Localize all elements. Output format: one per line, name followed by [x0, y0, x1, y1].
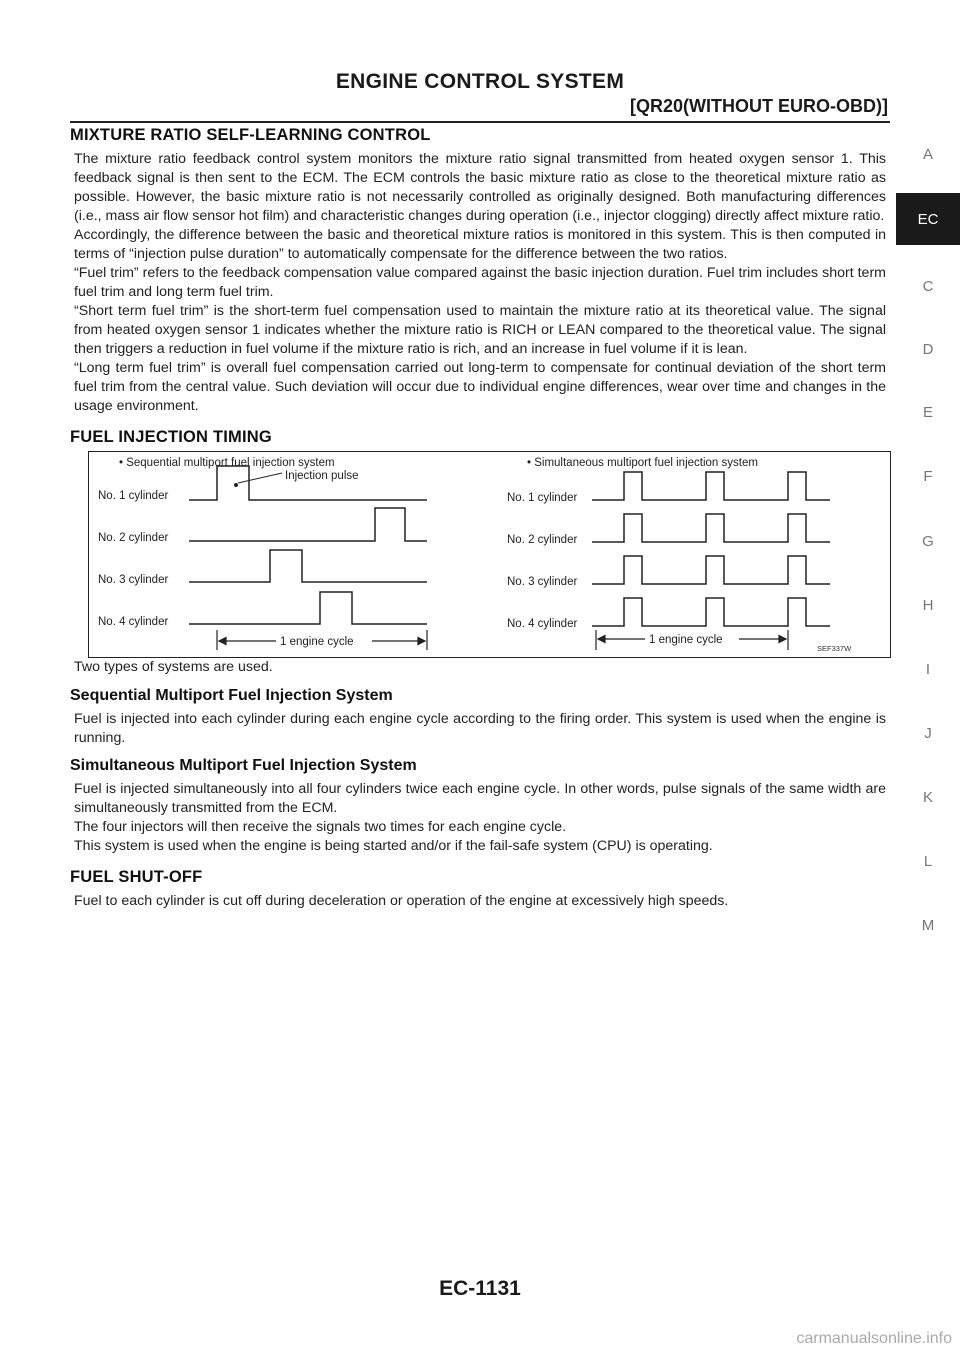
- tab-c[interactable]: C: [922, 277, 934, 295]
- tab-m[interactable]: M: [921, 916, 935, 934]
- tab-h[interactable]: H: [922, 596, 934, 614]
- page-subtitle: [QR20(WITHOUT EURO-OBD)]: [630, 96, 888, 116]
- diagram-title-simultaneous: • Simultaneous multiport fuel injection system: [527, 457, 758, 469]
- paragraph: “Fuel trim” refers to the feedback compensation value compared against the basic injection duration. Fuel trim includes short term fuel trim and long term fuel trim.: [74, 265, 886, 300]
- tab-i[interactable]: I: [925, 660, 931, 678]
- section-heading-timing: FUEL INJECTION TIMING: [70, 428, 272, 446]
- paragraph: “Short term fuel trim” is the short-term fuel compensation used to maintain the mixture ratio at its theoretical value. The signal from heated oxygen sensor 1 indicates whether the mixture ratio is RICH or LEAN compared to the theoretical value. The signal then triggers a reduction in fuel volume if the mixture ratio is rich, and an increase in fuel volume if it is lean.: [74, 303, 886, 357]
- section-heading-shutoff: FUEL SHUT-OFF: [70, 868, 203, 886]
- tab-k[interactable]: K: [922, 788, 933, 806]
- waveform-seq-cyl3: [189, 550, 427, 582]
- paragraph: Fuel to each cylinder is cut off during deceleration or operation of the engine at excessively high speeds.: [74, 893, 729, 909]
- tab-j[interactable]: J: [924, 724, 932, 742]
- tab-ec[interactable]: EC: [896, 193, 960, 245]
- paragraph: Fuel is injected simultaneously into all four cylinders twice each engine cycle. In other words, pulse signals of the same width are simultaneously transmitted from the ECM.: [74, 781, 886, 816]
- waveform-sim-cyl1: [592, 472, 830, 500]
- tab-d[interactable]: D: [922, 340, 934, 358]
- subheading-sequential: Sequential Multiport Fuel Injection System: [70, 687, 393, 704]
- paragraph: “Long term fuel trim” is overall fuel compensation carried out long-term to compensate for continual deviation of the short term fuel trim from the central value. Such deviation will occur due to individual engine differences, wear over time and changes in the usage environment.: [74, 360, 886, 414]
- subheading-simultaneous: Simultaneous Multiport Fuel Injection System: [70, 757, 417, 774]
- figure-id: SEF337W: [817, 644, 852, 653]
- main-content: [70, 126, 886, 911]
- page-number: EC-1131: [439, 1277, 521, 1300]
- paragraph: Fuel is injected into each cylinder during each engine cycle according to the firing order. This system is used when the engine is running.: [74, 711, 886, 746]
- sim-cylinder-label: No. 4 cylinder: [507, 618, 578, 630]
- paragraph: The mixture ratio feedback control system monitors the mixture ratio signal transmitted from heated oxygen sensor 1. This feedback signal is then sent to the ECM. The ECM controls the basic mixture ratio as close to the theoretical mixture ratio as possible. However, the basic mixture ratio is not necessarily controlled as originally designed. Both manufacturing differences (i.e., mass air flow sensor hot film) and characteristic changes during operation (i.e., injector clogging) directly affect mixture ratio.: [74, 151, 886, 224]
- seq-cylinder-label: No. 4 cylinder: [98, 616, 169, 628]
- sim-cylinder-label: No. 2 cylinder: [507, 534, 578, 546]
- tab-f[interactable]: F: [923, 467, 933, 485]
- timing-caption: Two types of systems are used.: [74, 659, 273, 675]
- paragraph: Accordingly, the difference between the basic and theoretical mixture ratios is monitored in this system. This is then computed in terms of “injection pulse duration” to automatically compensate for the difference between the two ratios.: [74, 227, 886, 262]
- paragraph: The four injectors will then receive the signals two times for each engine cycle.: [74, 819, 567, 835]
- sim-cylinder-label: No. 3 cylinder: [507, 576, 578, 588]
- diagram-title-sequential: • Sequential multiport fuel injection system: [119, 457, 335, 469]
- header-divider: [70, 121, 890, 123]
- seq-cylinder-label: No. 1 cylinder: [98, 490, 169, 502]
- tab-l[interactable]: L: [923, 852, 933, 870]
- injection-pulse-label: Injection pulse: [285, 470, 359, 482]
- timing-waveforms: [89, 452, 889, 656]
- waveform-sim-cyl4: [592, 598, 830, 626]
- engine-cycle-label-right: 1 engine cycle: [649, 634, 723, 646]
- page-title: ENGINE CONTROL SYSTEM: [335, 70, 625, 93]
- tab-g[interactable]: G: [922, 532, 934, 550]
- waveform-sim-cyl2: [592, 514, 830, 542]
- engine-cycle-label-left: 1 engine cycle: [280, 636, 354, 648]
- waveform-sim-cyl3: [592, 556, 830, 584]
- pulse-leader-dot: [234, 483, 238, 487]
- sim-cylinder-label: No. 1 cylinder: [507, 492, 578, 504]
- tab-e[interactable]: E: [922, 403, 933, 421]
- seq-cylinder-label: No. 2 cylinder: [98, 532, 169, 544]
- watermark: carmanualsonline.info: [796, 1330, 952, 1347]
- pulse-leader-line: [238, 473, 282, 483]
- waveform-seq-cyl2: [189, 508, 427, 541]
- waveform-seq-cyl4: [189, 592, 427, 624]
- paragraph: This system is used when the engine is being started and/or if the fail-safe system (CPU) is operating.: [74, 838, 713, 854]
- seq-cylinder-label: No. 3 cylinder: [98, 574, 169, 586]
- section-heading-mixture: MIXTURE RATIO SELF-LEARNING CONTROL: [70, 126, 431, 144]
- injection-timing-diagram: [88, 451, 891, 658]
- tab-a[interactable]: A: [922, 145, 933, 163]
